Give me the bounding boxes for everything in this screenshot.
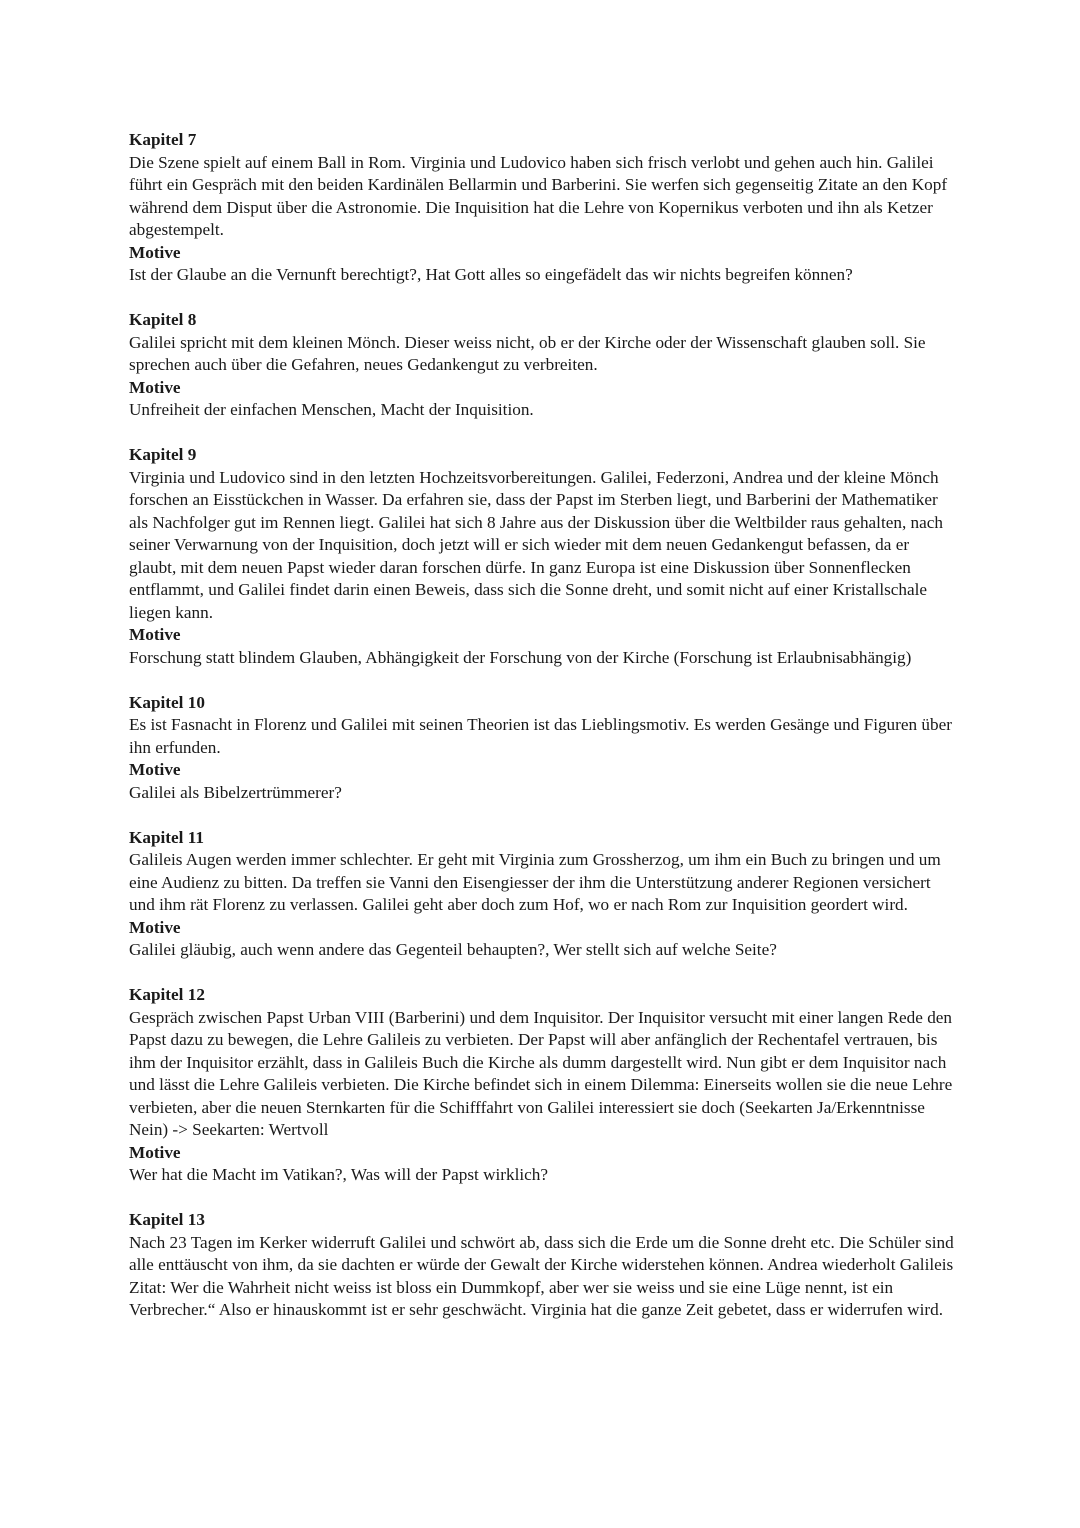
chapter-text: Virginia und Ludovico sind in den letzten Hochzeitsvorbereitungen. Galilei, Federzoni, Andrea und der kleine Mönch forschen an Eisstückchen in Wasser. Da erfahren sie, dass der Papst im Sterben liegt, und Barberini der Mathematiker als Nachfolger gut im Rennen liegt. Galilei hat sich 8 Jahre aus der Diskussion über die Weltbilder raus gehalten, nach seiner Verwarnung von der Inquisition, doch jetzt will er sich wieder mit dem neuen Gedankengut befassen, da er glaubt, mit dem neuen Papst wieder daran forschen dürfe. In ganz Europa ist eine Diskussion über Sonnenflecken entflammt, und Galilei findet darin einen Beweis, dass sich die Sonne dreht, und somit nicht auf einer Kristallschale liegen kann. bbox=[129, 467, 943, 622]
chapter-text: Nach 23 Tagen im Kerker widerruft Galilei und schwört ab, dass sich die Erde um die Sonne dreht etc. Die Schüler sind alle enttäuscht von ihm, da sie dachten er würde der Gewalt der Kirche widerstehen können. Andrea wiederholt Galileis Zitat: Wer die Wahrheit nicht weiss ist bloss ein Dummkopf, aber wer sie weiss und sie eine Lüge nennt, ist ein Verbrecher.“ Also er hinauskommt ist er sehr geschwächt. Virginia hat die ganze Zeit gebetet, dass er widerrufen wird. bbox=[129, 1232, 954, 1319]
chapter-heading: Kapitel 11 bbox=[129, 827, 204, 847]
motive-text: Galilei als Bibelzertrümmerer? bbox=[129, 782, 342, 802]
motive-text: Forschung statt blindem Glauben, Abhängigkeit der Forschung von der Kirche (Forschung ist Erlaubnisabhängig) bbox=[129, 647, 912, 667]
motive-text: Galilei gläubig, auch wenn andere das Gegenteil behaupten?, Wer stellt sich auf welche Seite? bbox=[129, 940, 777, 959]
document-page bbox=[129, 129, 959, 1344]
chapter-heading: Kapitel 10 bbox=[129, 692, 205, 712]
motive-heading: Motive bbox=[129, 625, 181, 644]
chapter-text: Galilei spricht mit dem kleinen Mönch. Dieser weiss nicht, ob er der Kirche oder der Wissenschaft glauben soll. Sie sprechen auch über die Gefahren, neues Gedankengut zu verbreiten. bbox=[129, 332, 926, 374]
chapter-9 bbox=[129, 444, 959, 669]
chapter-10 bbox=[129, 692, 959, 805]
motive-heading: Motive bbox=[129, 1142, 181, 1162]
chapter-heading: Kapitel 12 bbox=[129, 985, 205, 1004]
motive-heading: Motive bbox=[129, 760, 181, 779]
chapter-heading: Kapitel 9 bbox=[129, 445, 197, 464]
motive-heading: Motive bbox=[129, 917, 181, 937]
chapter-11 bbox=[129, 827, 959, 962]
chapter-heading: Kapitel 7 bbox=[129, 130, 197, 149]
chapter-12 bbox=[129, 984, 959, 1187]
motive-heading: Motive bbox=[129, 377, 181, 397]
chapter-heading: Kapitel 13 bbox=[129, 1210, 205, 1229]
chapter-text: Gespräch zwischen Papst Urban VIII (Barberini) und dem Inquisitor. Der Inquisitor versucht mit einer langen Rede den Papst dazu zu bewegen, die Lehre Galileis zu verbieten. Der Papst will aber anfänglich der Rechentafel vertrauen, bis ihm der Inquisitor erzählt, dass in Galileis Buch die Kirche als dumm dargestellt wird. Nun gibt er dem Inquisitor nach und lässt die Lehre Galileis verbieten. Die Kirche befindet sich in einem Dilemma: Einerseits wollen sie die neue Lehre verbieten, aber die neuen Sternkarten für die Schifffahrt von Galilei interessiert sie doch (Seekarten Ja/Erkenntnisse Nein) -> Seekarten: Wertvoll bbox=[129, 1007, 953, 1139]
chapter-7 bbox=[129, 129, 959, 287]
chapter-text: Galileis Augen werden immer schlechter. Er geht mit Virginia zum Grossherzog, um ihm ein Buch zu bringen und um eine Audienz zu bitten. Da treffen sie Vanni den Eisengiesser der ihm die Unterstützung anderer Regionen versichert und ihm rät Florenz zu verlassen. Galilei geht aber doch zum Hof, wo er nach Rom zur Inquisition geordert wird. bbox=[129, 850, 941, 914]
motive-text: Ist der Glaube an die Vernunft berechtigt?, Hat Gott alles so eingefädelt das wir nichts begreifen können? bbox=[129, 265, 853, 284]
chapter-text: Die Szene spielt auf einem Ball in Rom. Virginia und Ludovico haben sich frisch verlobt und gehen auch hin. Galilei führt ein Gespräch mit den beiden Kardinälen Bellarmin und Barberini. Sie werfen sich gegenseitig Zitate an den Kopf während dem Disput über die Astronomie. Die Inquisition hat die Lehre von Kopernikus verboten und ihn als Ketzer abgestempelt. bbox=[129, 152, 948, 239]
chapter-13 bbox=[129, 1209, 959, 1322]
chapter-text: Es ist Fasnacht in Florenz und Galilei mit seinen Theorien ist das Lieblingsmotiv. Es werden Gesänge und Figuren über ihn erfunden. bbox=[129, 715, 952, 757]
motive-text: Unfreiheit der einfachen Menschen, Macht der Inquisition. bbox=[129, 400, 534, 419]
chapter-8 bbox=[129, 309, 959, 422]
motive-text: Wer hat die Macht im Vatikan?, Was will der Papst wirklich? bbox=[129, 1165, 549, 1184]
chapter-heading: Kapitel 8 bbox=[129, 310, 197, 329]
motive-heading: Motive bbox=[129, 242, 181, 262]
